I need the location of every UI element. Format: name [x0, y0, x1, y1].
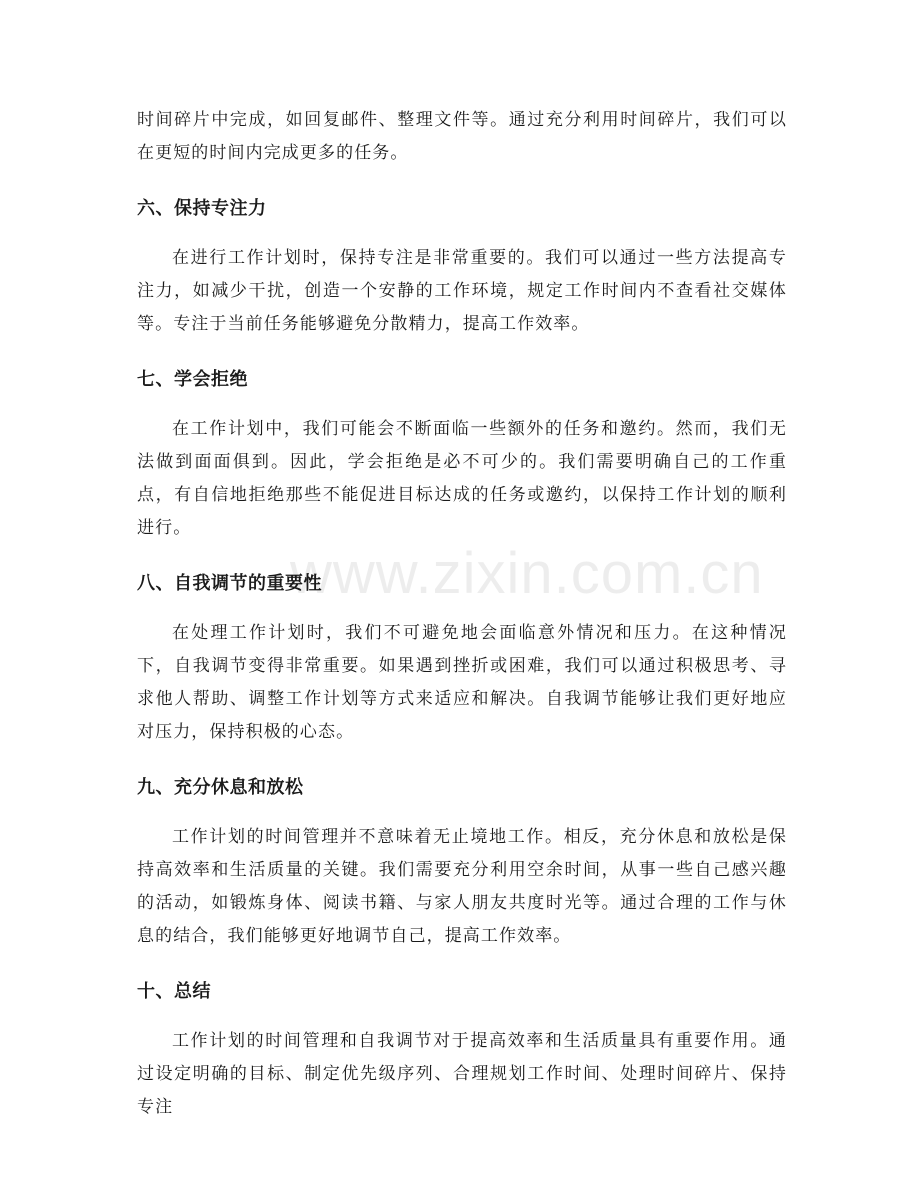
section-7-heading: 七、学会拒绝: [137, 369, 248, 390]
section-8-paragraph: 在处理工作计划时，我们不可避免地会面临意外情况和压力。在这种情况下，自我调节变得非常重要。如果遇到挫折或困难，我们可以通过积极思考、寻求他人帮助、调整工作计划等方式来适应和解决。自我调节能够让我们更好地应对压力，保持积极的心态。: [137, 623, 787, 742]
section-6-paragraph: 在进行工作计划时，保持专注是非常重要的。我们可以通过一些方法提高专注力，如减少干扰，创造一个安静的工作环境，规定工作时间内不查看社交媒体等。专注于当前任务能够避免分散精力，提高工作效率。: [137, 248, 787, 334]
document-body: [137, 104, 787, 1124]
intro-paragraph: 时间碎片中完成，如回复邮件、整理文件等。通过充分利用时间碎片，我们可以在更短的时间内完成更多的任务。: [137, 110, 787, 163]
section-10-heading: 十、总结: [137, 981, 211, 1002]
section-6-heading: 六、保持专注力: [137, 198, 267, 219]
watermark: www.zixin.com.cn: [290, 541, 764, 606]
section-8-heading: 八、自我调节的重要性: [137, 573, 322, 594]
section-10-paragraph: 工作计划的时间管理和自我调节对于提高效率和生活质量具有重要作用。通过设定明确的目标、制定优先级序列、合理规划工作时间、处理时间碎片、保持专注: [137, 1031, 787, 1117]
section-7-paragraph: 在工作计划中，我们可能会不断面临一些额外的任务和邀约。然而，我们无法做到面面俱到。因此，学会拒绝是必不可少的。我们需要明确自己的工作重点，有自信地拒绝那些不能促进目标达成的任务或邀约，以保持工作计划的顺利进行。: [137, 419, 787, 538]
section-9-paragraph: 工作计划的时间管理并不意味着无止境地工作。相反，充分休息和放松是保持高效率和生活质量的关键。我们需要充分利用空余时间，从事一些自己感兴趣的活动，如锻炼身体、阅读书籍、与家人朋友共度时光等。通过合理的工作与休息的结合，我们能够更好地调节自己，提高工作效率。: [137, 827, 787, 946]
section-9-heading: 九、充分休息和放松: [137, 777, 304, 798]
